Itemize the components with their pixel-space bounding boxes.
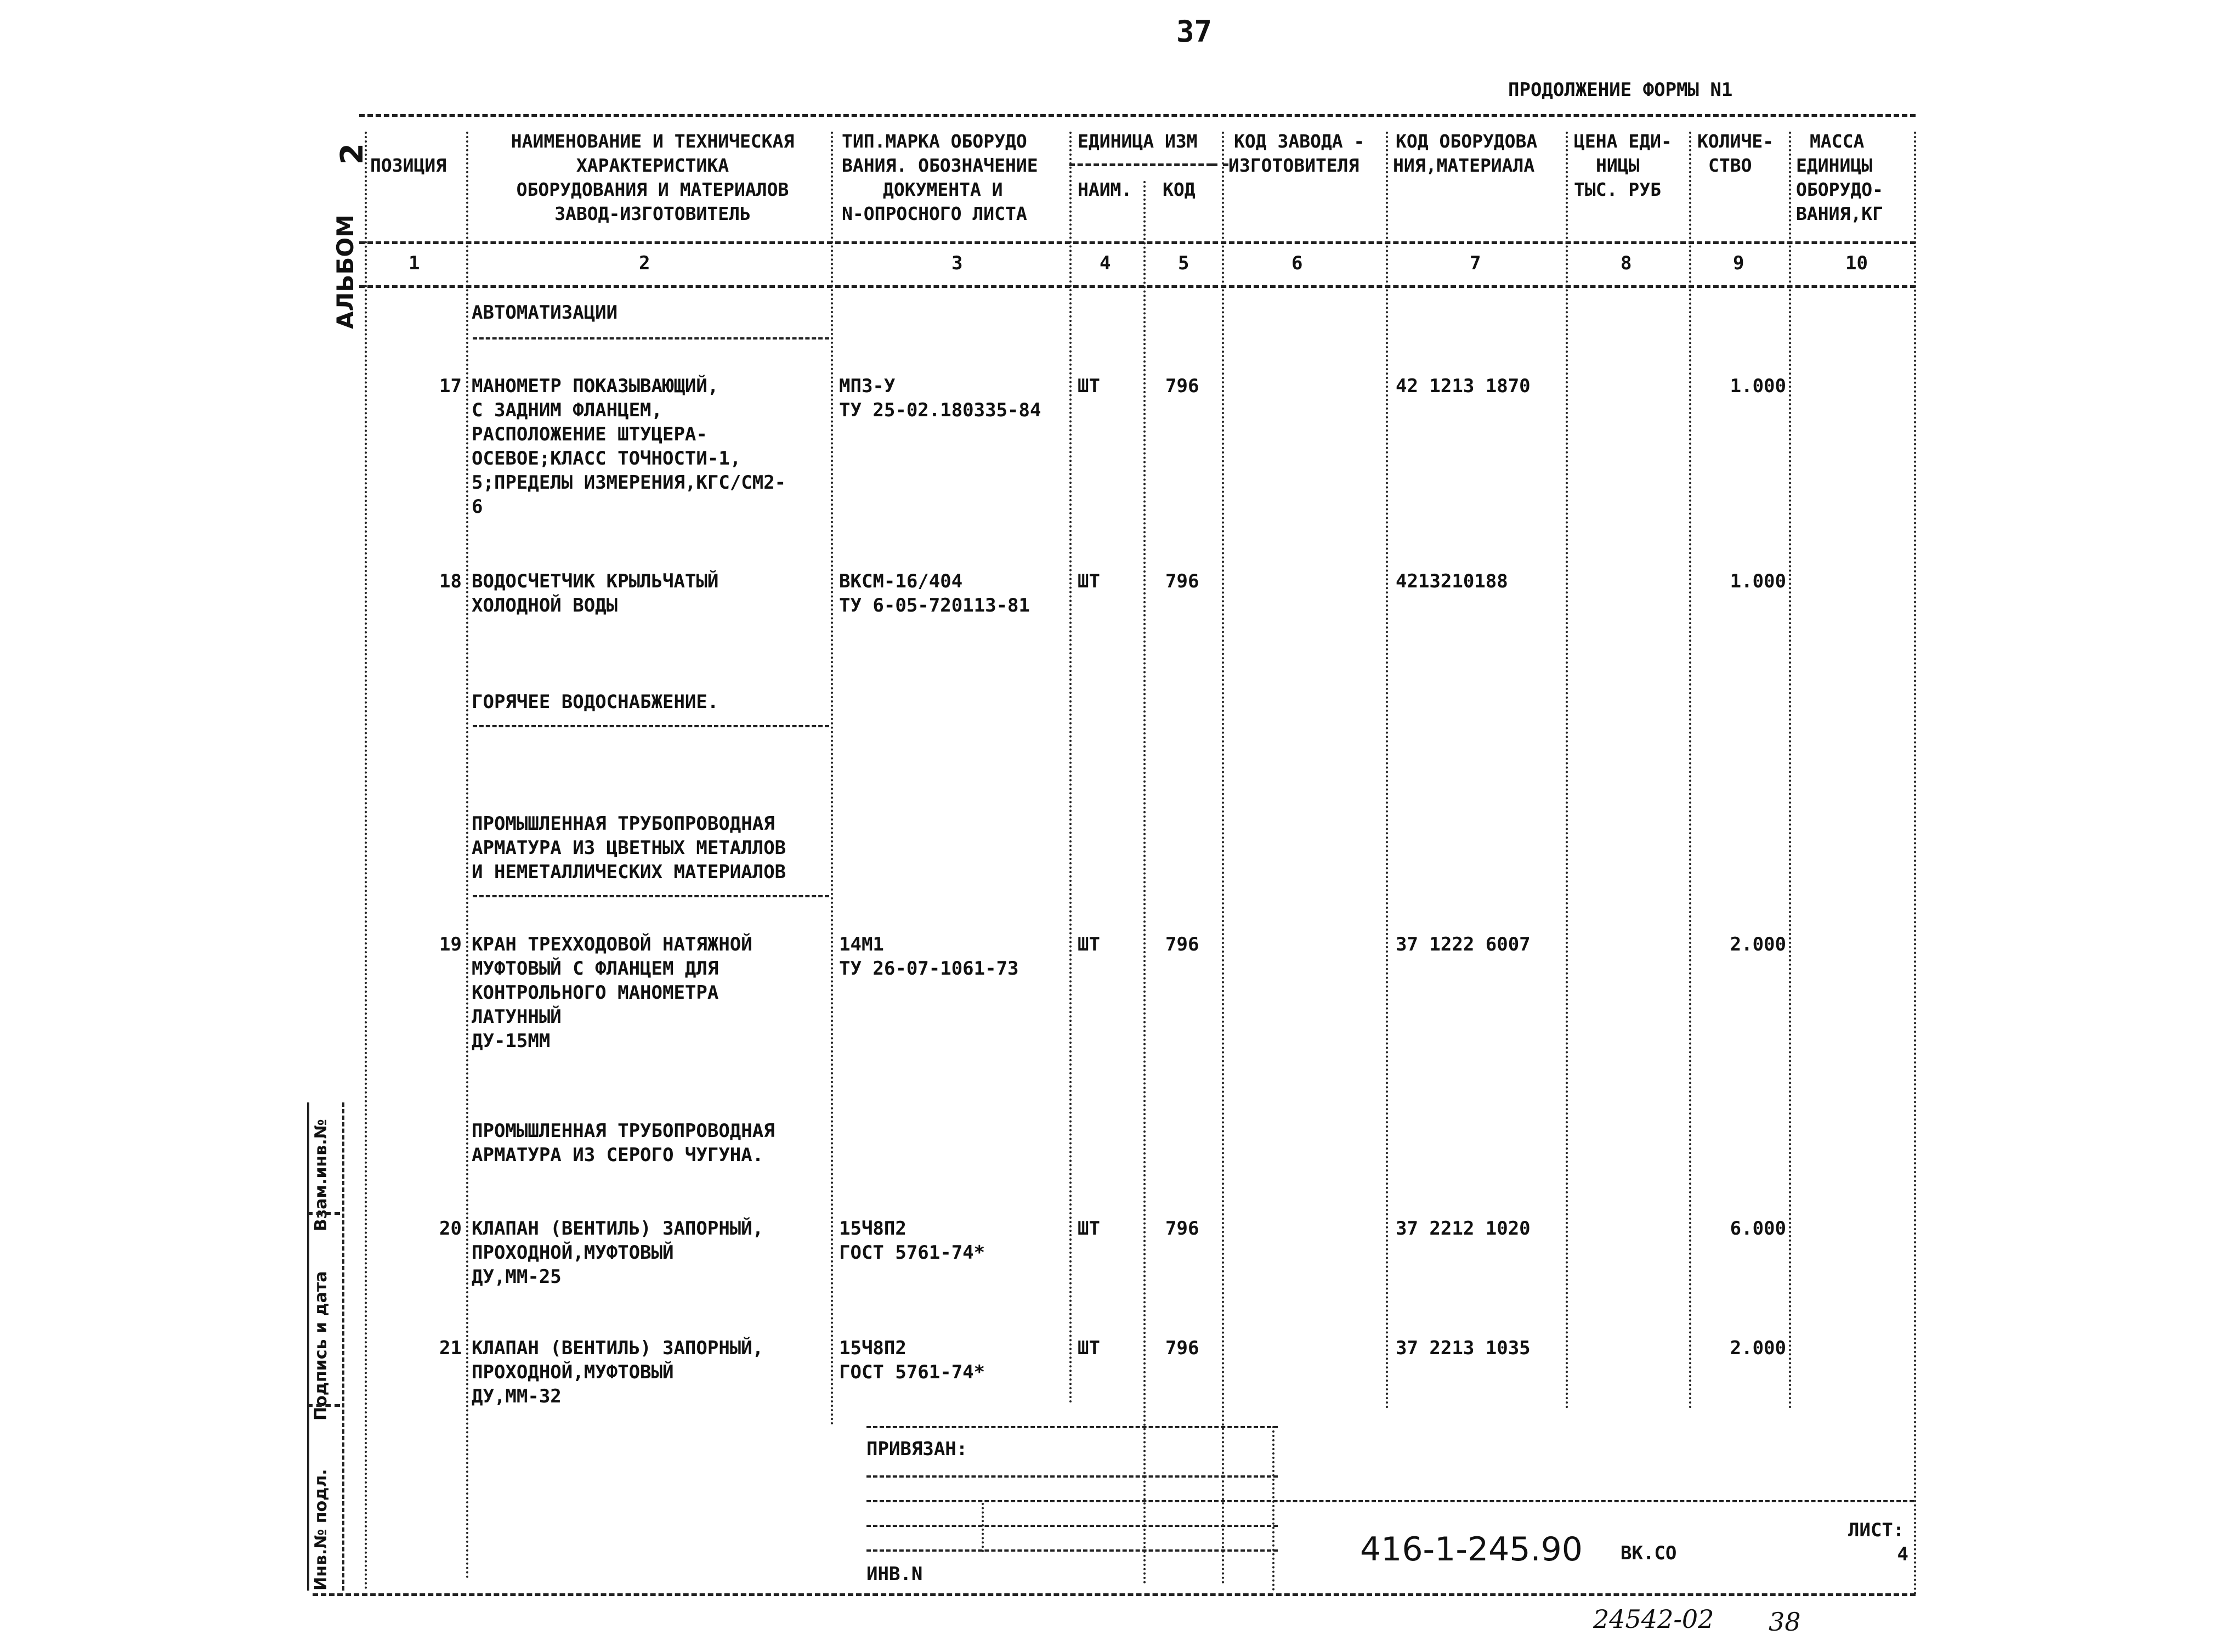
col-sep-7 [1566,132,1568,1410]
item-type-line: ГОСТ 5761-74* [839,1242,985,1264]
header-type-line-4: N-ОПРОСНОГО ЛИСТА [842,203,1027,224]
sheet-number: 4 [1897,1543,1908,1565]
col-sep-10 [1914,132,1916,1596]
sheet-label: ЛИСТ: [1848,1519,1905,1541]
side-label-replacement-inv: Взам.инв.№ [311,1119,331,1231]
column-number: 6 [1291,252,1303,274]
item-name-line: 6 [472,496,483,518]
section-underline [473,337,829,340]
header-quantity-line-2: СТВО [1708,155,1752,176]
stamp-rule [866,1500,1914,1502]
col-sep-1 [466,132,468,1580]
item-equipment-code: 37 2212 1020 [1396,1218,1531,1240]
column-number: 2 [639,252,650,274]
item-type-line: ТУ 26-07-1061-73 [839,958,1019,980]
item-quantity: 1.000 [1730,570,1786,592]
item-unit-code: 796 [1165,934,1199,955]
item-name-line: 5;ПРЕДЕЛЫ ИЗМЕРЕНИЯ,КГС/СМ2- [472,472,786,494]
item-unit-code: 796 [1165,375,1199,397]
item-quantity: 6.000 [1730,1218,1786,1240]
item-unit: ШТ [1078,570,1100,592]
col-sep-6 [1386,132,1388,1410]
header-name-line-3: ОБОРУДОВАНИЯ И МАТЕРИАЛОВ [516,179,789,200]
table-bottom-rule [313,1593,1916,1596]
col-sep-2 [831,132,833,1426]
column-number: 5 [1178,252,1189,274]
column-number: 10 [1845,252,1868,274]
item-name-line: ДУ,ММ-25 [472,1266,562,1288]
header-mass-line-1: МАССА [1810,131,1865,152]
header-sub-rule-c3 [1069,163,1212,166]
handwritten-page: 38 [1769,1607,1801,1637]
header-plant-code-line-1: КОД ЗАВОДА - [1234,131,1365,152]
item-name-line: МУФТОВЫЙ С ФЛАНЦЕМ ДЛЯ [472,958,719,980]
col-sep-0 [365,132,367,1591]
header-price-line-2: НИЦЫ [1596,155,1640,176]
table-top-rule [359,114,1916,117]
item-name-line: КЛАПАН (ВЕНТИЛЬ) ЗАПОРНЫЙ, [472,1218,764,1240]
header-equipment-code-line-1: КОД ОБОРУДОВА [1396,131,1538,152]
item-unit: ШТ [1078,1218,1100,1240]
item-equipment-code: 4213210188 [1396,570,1508,592]
position-number: 17 [439,375,462,397]
section-heading: ПРОМЫШЛЕННАЯ ТРУБОПРОВОДНАЯ [472,813,775,835]
item-type-line: 14М1 [839,934,884,955]
item-unit-code: 796 [1165,570,1199,592]
col-sep-5 [1222,132,1224,1585]
item-equipment-code: 37 1222 6007 [1396,934,1531,955]
item-quantity: 2.000 [1730,1337,1786,1359]
handwritten-code: 24542-02 [1593,1604,1714,1634]
column-number: 3 [951,252,963,274]
header-position: ПОЗИЦИЯ [370,155,447,176]
column-number: 4 [1100,252,1111,274]
header-unit-code: КОД [1163,179,1196,200]
col-sep-8 [1689,132,1691,1410]
header-mass-line-4: ВАНИЯ,КГ [1796,203,1883,224]
stamp-divider [1272,1426,1274,1591]
column-number: 9 [1733,252,1744,274]
section-heading: АРМАТУРА ИЗ СЕРОГО ЧУГУНА. [472,1144,764,1166]
stamp-divider [982,1503,984,1552]
item-unit: ШТ [1078,1337,1100,1359]
section-underline [473,725,829,727]
item-name-line: ВОДОСЧЕТЧИК КРЫЛЬЧАТЫЙ [472,570,719,592]
header-mass-line-3: ОБОРУДО- [1796,179,1883,200]
header-type-line-1: ТИП.МАРКА ОБОРУДО [842,131,1027,152]
form-continuation-label: ПРОДОЛЖЕНИЕ ФОРМЫ N1 [1508,79,1733,101]
page-number: 37 [1176,14,1213,49]
stamp-rule [866,1549,1278,1552]
item-type-line: ТУ 6-05-720113-81 [839,595,1030,616]
album-label: АЛЬБОМ [332,214,359,329]
header-bottom-rule [359,241,1916,244]
item-type-line: МП3-У [839,375,896,397]
album-number: 2 [335,143,370,165]
position-number: 19 [439,934,462,955]
side-label-signature-date: Подпись и дата [311,1271,331,1421]
item-equipment-code: 42 1213 1870 [1396,375,1531,397]
item-name-line: КОНТРОЛЬНОГО МАНОМЕТРА [472,982,719,1004]
header-sub-rule-c45 [1212,163,1228,166]
item-type-line: ВКСМ-16/404 [839,570,963,592]
section-heading: АРМАТУРА ИЗ ЦВЕТНЫХ МЕТАЛЛОВ [472,837,786,859]
column-number-rule [359,285,1916,288]
item-name-line: ДУ-15ММ [472,1030,551,1052]
document-designation: 416-1-245.90 [1360,1530,1583,1569]
item-unit-code: 796 [1165,1218,1199,1240]
item-name-line: КЛАПАН (ВЕНТИЛЬ) ЗАПОРНЫЙ, [472,1337,764,1359]
header-price-line-3: ТЫС. РУБ [1574,179,1661,200]
section-heading: АВТОМАТИЗАЦИИ [472,302,618,324]
document-suffix: ВК.СО [1621,1542,1677,1564]
column-number: 1 [409,252,420,274]
header-type-line-2: ВАНИЯ. ОБОЗНАЧЕНИЕ [842,155,1038,176]
stamp-inv-label: ИНВ.N [866,1563,923,1585]
item-name-line: ЛАТУННЫЙ [472,1006,562,1028]
section-underline [473,895,829,897]
header-plant-code-line-2: ИЗГОТОВИТЕЛЯ [1228,155,1359,176]
header-quantity-line-1: КОЛИЧЕ- [1697,131,1774,152]
section-heading: ПРОМЫШЛЕННАЯ ТРУБОПРОВОДНАЯ [472,1120,775,1142]
section-heading: ГОРЯЧЕЕ ВОДОСНАБЖЕНИЕ. [472,691,719,713]
column-number: 7 [1470,252,1481,274]
item-unit-code: 796 [1165,1337,1199,1359]
item-type-line: 15Ч8П2 [839,1337,907,1359]
stamp-rule [866,1426,1278,1428]
header-type-line-3: ДОКУМЕНТА И [883,179,1003,200]
item-unit: ШТ [1078,934,1100,955]
item-quantity: 2.000 [1730,934,1786,955]
col-sep-4 [1143,181,1146,1585]
item-equipment-code: 37 2213 1035 [1396,1337,1531,1359]
header-unit-line-1: ЕДИНИЦА ИЗМ [1078,131,1198,152]
left-stamp-divider [307,1404,340,1407]
item-name-line: ДУ,ММ-32 [472,1385,562,1407]
section-heading: И НЕМЕТАЛЛИЧЕСКИХ МАТЕРИАЛОВ [472,861,786,883]
item-name-line: МАНОМЕТР ПОКАЗЫВАЮЩИЙ, [472,375,719,397]
col-sep-9 [1789,132,1791,1410]
header-equipment-code-line-2: НИЯ,МАТЕРИАЛА [1393,155,1535,176]
item-name-line: РАСПОЛОЖЕНИЕ ШТУЦЕРА- [472,423,707,445]
left-stamp-divider [307,1212,340,1215]
position-number: 21 [439,1337,462,1359]
stamp-rule [866,1525,1278,1527]
item-name-line: ПРОХОДНОЙ,МУФТОВЫЙ [472,1361,674,1383]
item-name-line: КРАН ТРЕХХОДОВОЙ НАТЯЖНОЙ [472,934,752,955]
header-unit-name: НАИМ. [1078,179,1132,200]
header-price-line-1: ЦЕНА ЕДИ- [1574,131,1672,152]
item-quantity: 1.000 [1730,375,1786,397]
column-number: 8 [1621,252,1632,274]
header-mass-line-2: ЕДИНИЦЫ [1796,155,1873,176]
header-name-line-1: НАИМЕНОВАНИЕ И ТЕХНИЧЕСКАЯ [511,131,795,152]
col-sep-3 [1069,132,1072,1404]
item-name-line: ОСЕВОЕ;КЛАСС ТОЧНОСТИ-1, [472,448,741,469]
header-name-line-2: ХАРАКТЕРИСТИКА [576,155,729,176]
side-label-inv-original: Инв.№ подл. [311,1469,331,1591]
stamp-rule [866,1475,1278,1478]
item-type-line: ТУ 25-02.180335-84 [839,399,1041,421]
item-unit: ШТ [1078,375,1100,397]
left-stamp-frame [307,1102,344,1591]
position-number: 18 [439,570,462,592]
item-name-line: ПРОХОДНОЙ,МУФТОВЫЙ [472,1242,674,1264]
item-name-line: ХОЛОДНОЙ ВОДЫ [472,595,618,616]
position-number: 20 [439,1218,462,1240]
item-type-line: 15Ч8П2 [839,1218,907,1240]
header-name-line-4: ЗАВОД-ИЗГОТОВИТЕЛЬ [554,203,751,224]
item-name-line: С ЗАДНИМ ФЛАНЦЕМ, [472,399,662,421]
item-type-line: ГОСТ 5761-74* [839,1361,985,1383]
stamp-attached-label: ПРИВЯЗАН: [866,1438,968,1460]
